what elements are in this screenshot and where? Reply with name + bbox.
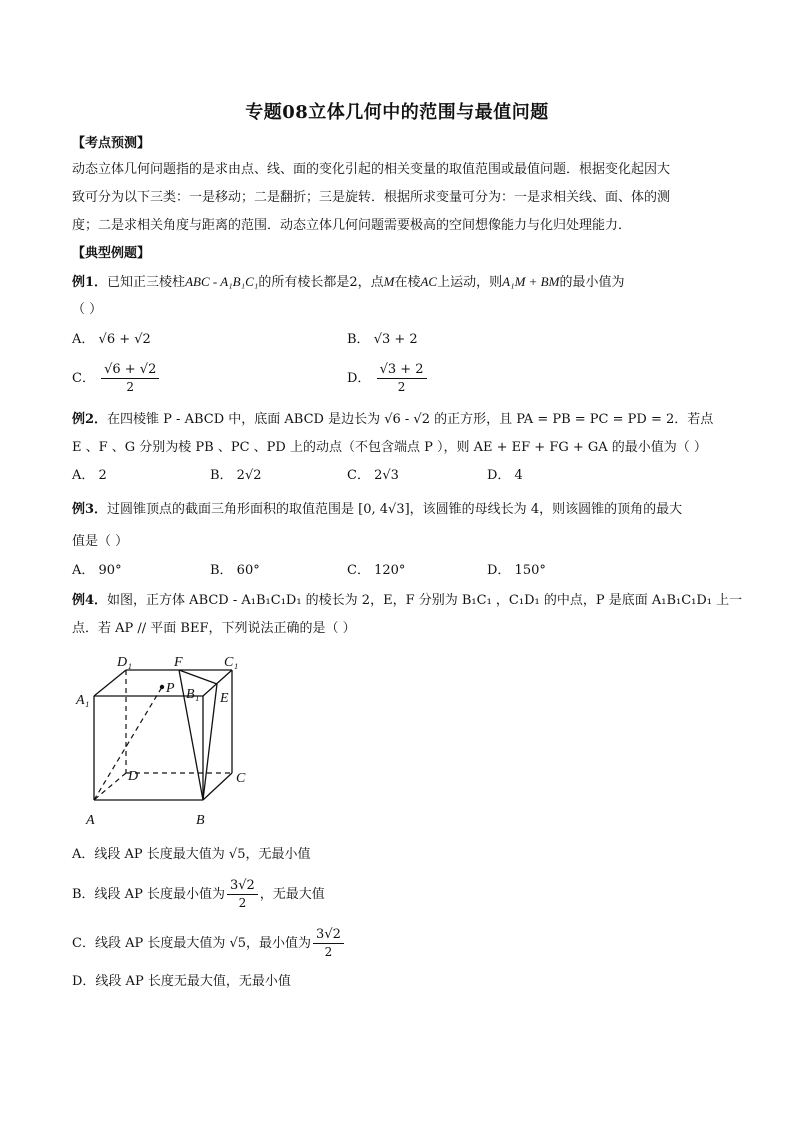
fraction-denominator: 2 [126,380,135,394]
example-2-text: 在四棱锥 P - ABCD 中，底面 ABCD 是边长为 √6 - √2 的正方形，且 PA = PB = PC = PD = 2．若点 [107,412,714,427]
fraction-numerator: √6 + √2 [101,362,159,379]
example-2-option-b: B． 2√2 [210,468,262,483]
option-text: B．线段 AP 长度最小值为 [72,887,225,902]
option-label: B． [347,332,370,347]
example-2-option-d: D． 4 [487,468,523,483]
example-4-option-b [72,877,325,913]
page-title: 专题08立体几何中的范围与最值问题 [245,102,549,123]
example-3-option-a: A． 90° [72,563,122,578]
example-3-option-d: D． 150° [487,563,546,578]
example-4-text: 如图，正方体 ABCD - A₁B₁C₁D₁ 的棱长为 2，E，F 分别为 B₁C₁ ，C₁D₁ 的中点，P 是底面 A₁B₁C₁D₁ 上一 [107,593,743,608]
segment-eb [203,684,217,800]
fraction [227,878,258,911]
section-forecast-heading: 【考点预测】 [72,136,151,151]
edge-a1d1 [94,670,126,696]
example-2-question-line-2: E 、F 、G 分别为棱 PB 、PC 、PD 上的动点（不包含端点 P ），则 AE + EF + FG + GA 的最小值为（ ） [72,440,707,455]
fraction-numerator: 3√2 [227,878,258,895]
example-3-text: 过圆锥顶点的截面三角形面积的取值范围是 [0, 4√3]，该圆锥的母线长为 4，则该圆锥的顶角的最大 [107,502,683,517]
label-a: A [86,813,95,828]
fraction-numerator: √3 + 2 [377,362,427,379]
example-3-option-c: C． 120° [347,563,406,578]
fraction [101,362,159,395]
example-3-question-line-1 [72,500,682,520]
option-value: √3 + 2 [373,332,418,347]
label-a1: A₁ [76,693,90,708]
example-2-option-a: A． 2 [72,468,107,483]
example-4-label: 例4． [72,593,108,608]
example-4-question-line-1 [72,591,742,611]
example-1-text: 的最小值为 [559,275,625,290]
fraction-denominator: 2 [238,896,247,910]
example-1-question [72,272,624,293]
edge-ac: AC [420,274,438,289]
option-text: C．线段 AP 长度最大值为 √5，最小值为 [72,936,312,951]
label-c: C [236,771,246,786]
option-label: C． [72,371,95,386]
example-4-option-a: A．线段 AP 长度最大值为 √5，无最小值 [72,847,311,862]
example-4-option-c [72,926,346,962]
example-1-option-a [72,330,151,350]
label-f: F [174,655,183,670]
option-text: ，无最大值 [259,887,325,902]
cube-figure [72,648,262,838]
option-label: A． [72,332,95,347]
option-value: √6 + √2 [98,332,151,347]
label-b1: B₁ [186,687,200,702]
forecast-line-1: 动态立体几何问题指的是求由点、线、面的变化引起的相关变量的取值范围或最值问题．根据变化起因大 [72,162,671,177]
prism-name: ABC - A₁B₁C₁ [185,274,259,289]
example-4-question-line-2: 点．若 AP // 平面 BEF，下列说法正确的是（ ） [72,621,356,636]
option-label: D． [347,371,371,386]
point-m: M [383,274,395,289]
example-1-text: 上运动，则 [437,275,503,290]
example-1-label: 例1． [72,275,108,290]
point-p-dot [160,685,164,689]
fraction-denominator: 2 [324,945,333,959]
label-p: P [166,681,175,696]
label-d1: D₁ [117,655,132,670]
example-3-question-line-2: 值是（ ） [72,534,129,549]
segment-fe [179,670,217,684]
example-3-option-b: B． 60° [210,563,260,578]
edge-da [94,773,126,800]
edge-bc [203,773,232,800]
label-e: E [220,691,229,706]
forecast-line-2: 致可分为以下三类：一是移动；二是翻折；三是旋转．根据所求变量可分为：一是求相关线、面、体的测 [72,190,671,205]
fraction [313,927,344,960]
fraction-denominator: 2 [397,380,406,394]
section-examples-heading: 【典型例题】 [72,246,151,261]
example-3-label: 例3． [72,502,108,517]
example-4-option-d: D．线段 AP 长度无最大值，无最小值 [72,974,291,989]
example-1-option-d [347,362,429,395]
example-1-text: 的所有棱长都是2，点 [258,275,384,290]
expression: A₁M + BM [502,274,560,289]
example-1-option-c [72,362,161,395]
example-1-text: 在棱 [394,275,421,290]
example-2-question-line-1 [72,410,713,430]
example-1-text: 已知正三棱柱 [107,275,186,290]
example-1-paren: （ ） [72,302,103,317]
example-2-option-c: C． 2√3 [347,468,399,483]
forecast-line-3: 度；二是求相关角度与距离的范围．动态立体几何问题需要极高的空间想像能力与化归处理能力． [72,218,632,233]
example-1-option-b [347,330,418,350]
label-b: B [196,813,205,828]
label-c1: C₁ [224,655,239,670]
fraction-numerator: 3√2 [313,927,344,944]
example-2-label: 例2． [72,412,108,427]
label-d: D [128,769,139,784]
fraction [377,362,427,395]
